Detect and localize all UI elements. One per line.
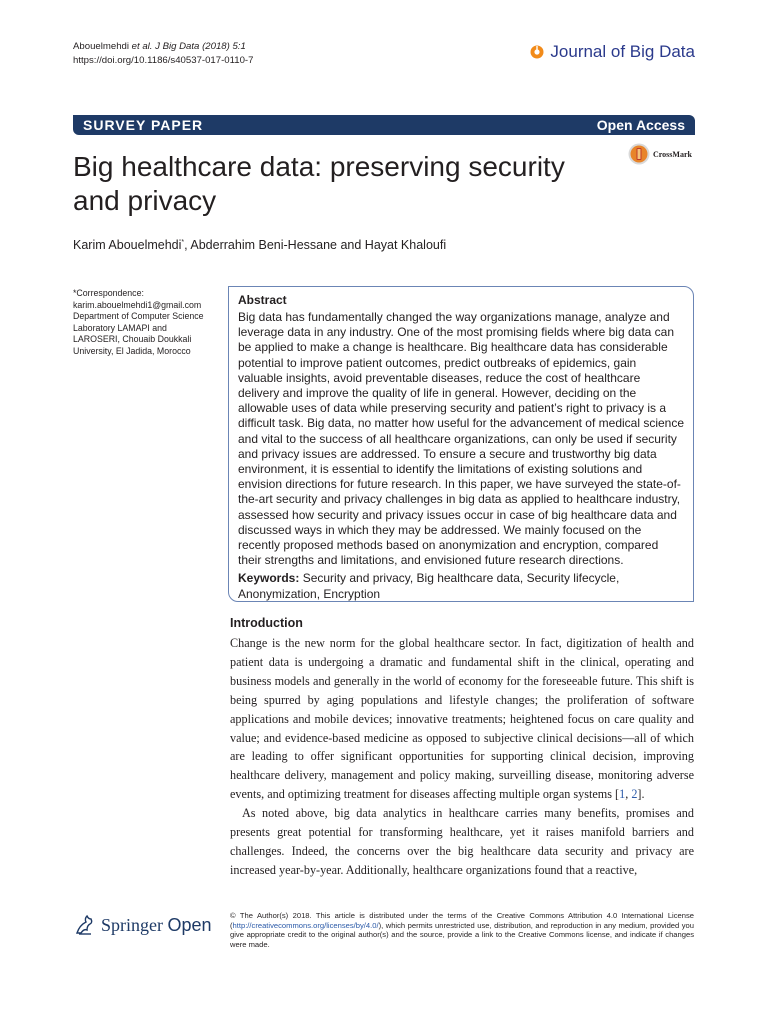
article-title: Big healthcare data: preserving security and privacy bbox=[73, 151, 565, 216]
crossmark-badge[interactable] bbox=[628, 143, 692, 165]
reference-link-1[interactable]: 1 bbox=[619, 787, 626, 802]
correspondence-email[interactable]: karim.abouelmehdi1@gmail.com bbox=[73, 299, 202, 310]
affiliation: Department of Computer Science Laboratory LAMAPI and LAROSERI, Chouaib Doukkali University, El Jadida, Morocco bbox=[73, 311, 204, 356]
doi-link[interactable]: https://doi.org/10.1186/s40537-017-0110-7 bbox=[73, 55, 254, 66]
introduction-p1-end: ]. bbox=[637, 787, 645, 802]
license-post: ), which permits unrestricted use, distribution, and reproduction in any medium, provided you give appropriate credit to the original author(s) and the source, provide a link to the Creative Commons license, and indicate if changes were made. bbox=[230, 920, 694, 949]
license-link[interactable]: http://creativecommons.org/licenses/by/4.0/ bbox=[232, 920, 379, 930]
license-text bbox=[230, 911, 694, 949]
introduction-paragraph-1 bbox=[230, 634, 694, 804]
publisher-springer: Springer bbox=[101, 914, 163, 935]
reference-separator: , bbox=[625, 787, 632, 802]
introduction-body bbox=[230, 634, 694, 880]
journal-brand[interactable] bbox=[530, 42, 695, 62]
publisher-logo[interactable] bbox=[73, 913, 212, 937]
keywords-list: Security and privacy, Big healthcare data, Security lifecycle, Anonymization, Encryption bbox=[238, 571, 620, 601]
introduction-p1-text: Change is the new norm for the global healthcare sector. In fact, digitization of health and patient data is undergoing a dramatic and fundamental shift in the clinical, operating and business models and generally in the world of economy for the foreseeable future. This shift is being spurred by aging populations and lifestyle changes; the proliferation of software applications and mobile devices; innovative treatments; heightened focus on care quality and value; and evidence-based medicine as opposed to subjective clinical decisions—all of which are leading to offer significant opportunities for supporting clinical decision, improving healthcare delivery, management and policy making, surveilling disease, monitoring adverse events, and optimizing treatment for diseases affecting multiple organ systems [ bbox=[230, 636, 694, 802]
author-first[interactable]: Karim Abouelmehdi bbox=[73, 238, 182, 252]
abstract-text: Big data has fundamentally changed the way organizations manage, analyze and leverage data in any industry. One of the most promising fields where big data can be applied to make a change is healthcare. Big healthcare data has considerable potential to improve patient outcomes, predict outbreaks of epidemics, gain valuable insights, avoid preventable diseases, reduce the cost of healthcare delivery and improve the quality of life in general. However, deciding on the allowable uses of data while preserving security and patient’s right to privacy is a difficult task. Big data, no matter how useful for the advancement of medical science and vital to the success of all healthcare organizations, can only be used if security and privacy issues are addressed. To ensure a secure and trustworthy big data environment, it is essential to identify the limitations of existing solutions and envision directions for future research. In this paper, we have surveyed the state-of-the-art security and privacy challenges in big data as applied to healthcare industry, assessed how security and privacy issues occur in case of big healthcare data and discussed ways in which they may be addressed. We mainly focused on the recently proposed methods based on anonymization and encryption, compared their strengths and limitations, and envisioned future research directions. bbox=[238, 310, 685, 568]
reference-link-2[interactable]: 2 bbox=[631, 787, 638, 802]
abstract-box bbox=[228, 286, 694, 602]
springer-horse-icon bbox=[73, 913, 97, 937]
citation-line bbox=[73, 40, 253, 54]
citation-block bbox=[73, 40, 253, 68]
introduction-heading: Introduction bbox=[230, 616, 303, 630]
introduction-paragraph-2: As noted above, big data analytics in healthcare carries many benefits, promises and presents great potential for transforming healthcare, yet it raises manifold barriers and challenges. Indeed, the concerns over the big healthcare data security and privacy are increased year-by-year. Additionally, healthcare organizations found that a reactive, bbox=[230, 806, 694, 877]
correspondence-sidebar bbox=[73, 288, 213, 357]
license-pre: © The Author(s) 2018. This article is distributed under the terms of the Creative Commons Attribution 4.0 International License ( bbox=[230, 911, 694, 930]
publisher-open: Open bbox=[167, 914, 212, 935]
abstract-heading: Abstract bbox=[238, 293, 287, 307]
crossmark-label: CrossMark bbox=[653, 149, 692, 159]
open-access-label: Open Access bbox=[596, 117, 685, 133]
author-list bbox=[73, 238, 446, 252]
author-rest: , Abderrahim Beni-Hessane and Hayat Khaloufi bbox=[184, 238, 447, 252]
crossmark-icon bbox=[628, 143, 650, 165]
citation-year: (2018) 5:1 bbox=[199, 41, 246, 52]
author-correspondence-mark: * bbox=[181, 238, 185, 246]
article-type-label: SURVEY PAPER bbox=[83, 117, 204, 133]
correspondence-label: *Correspondence: bbox=[73, 288, 144, 298]
citation-etal: et al. J Big Data bbox=[131, 41, 200, 52]
journal-name: Journal of Big Data bbox=[550, 42, 695, 61]
keywords-label: Keywords: bbox=[238, 571, 300, 586]
article-type-banner bbox=[73, 115, 695, 135]
keywords bbox=[238, 571, 684, 601]
journal-logo-icon bbox=[530, 45, 544, 59]
citation-authors: Abouelmehdi bbox=[73, 41, 132, 52]
publisher-name bbox=[101, 915, 212, 936]
